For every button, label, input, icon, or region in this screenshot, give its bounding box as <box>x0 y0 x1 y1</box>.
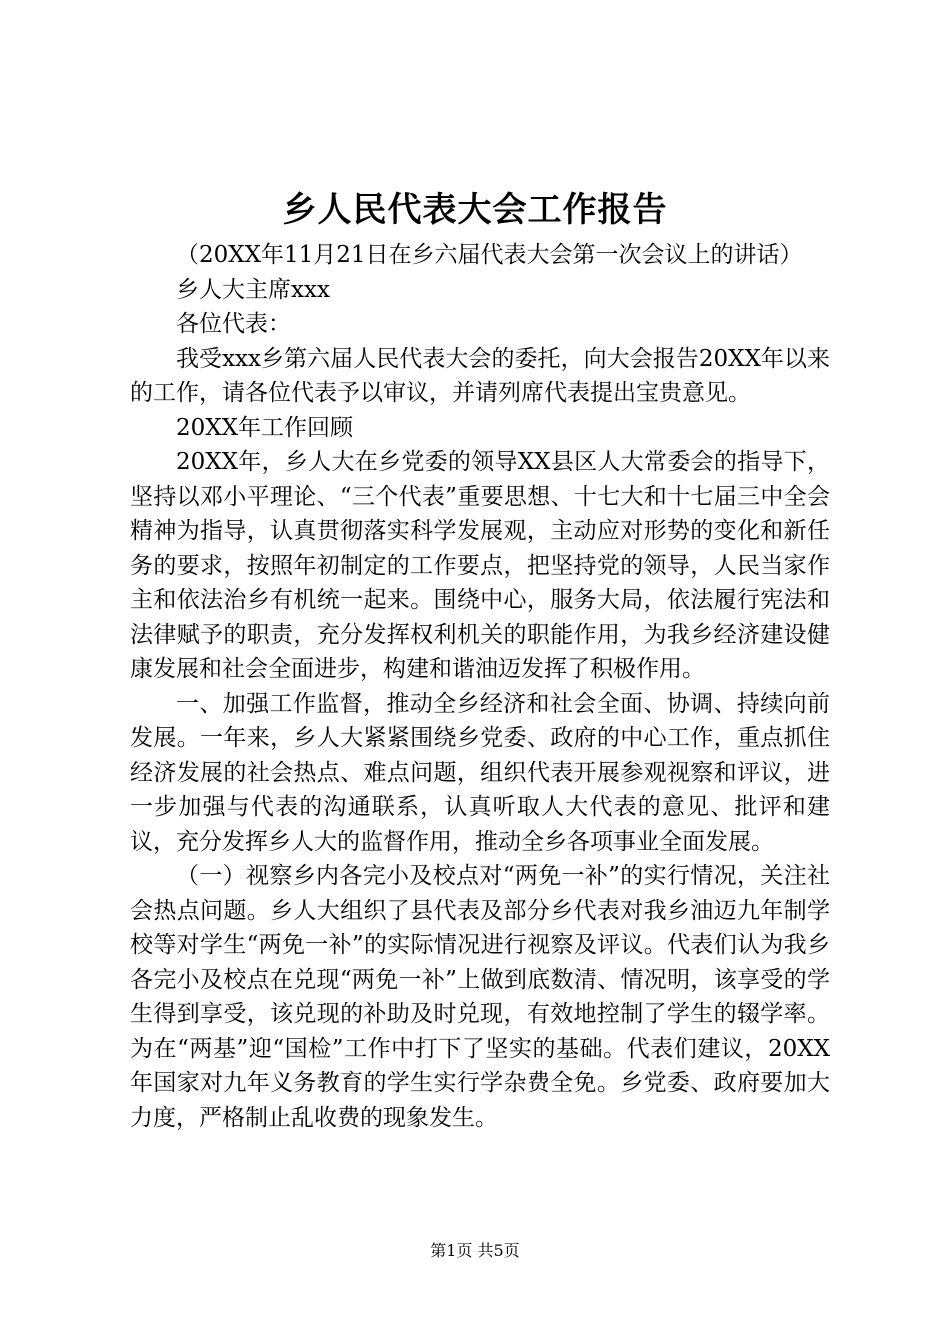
intro-paragraph: 我受xxx乡第六届人民代表大会的委托，向大会报告20XX年以来的工作，请各位代表予以审议，并请列席代表提出宝贵意见。 <box>130 345 830 406</box>
speech-date-note: （20XX年11月21日在乡六届代表大会第一次会议上的讲话） <box>176 242 803 268</box>
part-one-paragraph: 一、加强工作监督，推动全乡经济和社会全面、协调、持续向前发展。一年来，乡人大紧紧围绕乡党委、政府的中心工作，重点抓住经济发展的社会热点、难点问题，组织代表开展参观视察和评议，进一步加强与代表的沟通联系，认真听取人大代表的意见、批评和建议，充分发挥乡人大的监督作用，推动全乡各项事业全面发展。 <box>130 690 830 855</box>
document-title: 乡人民代表大会工作报告 <box>282 190 668 230</box>
document-body <box>130 238 830 1135</box>
page-footer: 第1页 共5页 <box>430 1241 520 1260</box>
section-heading: 20XX年工作回顾 <box>176 414 354 441</box>
review-paragraph: 20XX年，乡人大在乡党委的领导XX县区人大常委会的指导下，坚持以邓小平理论、“三个代表”重要思想、十七大和十七届三中全会精神为指导，认真贯彻落实科学发展观，主动应对形势的变化和新任务的要求，按照年初制定的工作要点，把坚持党的领导，人民当家作主和依法治乡有机统一起来。围绕中心，服务大局，依法履行宪法和法律赋予的职责，充分发挥权利机关的职能作用，为我乡经济建设健康发展和社会全面进步，构建和谐油迈发挥了积极作用。 <box>130 449 830 682</box>
speaker-line: 乡人大主席xxx <box>176 276 330 303</box>
salutation: 各位代表： <box>176 311 291 337</box>
subsection-one-paragraph: （一）视察乡内各完小及校点对“两免一补”的实行情况，关注社会热点问题。乡人大组织了县代表及部分乡代表对我乡油迈九年制学校等对学生“两免一补”的实际情况进行视察及评议。代表们认为我乡各完小及校点在兑现“两免一补”上做到底数清、情况明，该享受的学生得到享受，该兑现的补助及时兑现，有效地控制了学生的辍学率。为在“两基”迎“国检”工作中打下了坚实的基础。代表们建议，20XX年国家对九年义务教育的学生实行学杂费全免。乡党委、政府要加大力度，严格制止乱收费的现象发生。 <box>130 863 830 1131</box>
